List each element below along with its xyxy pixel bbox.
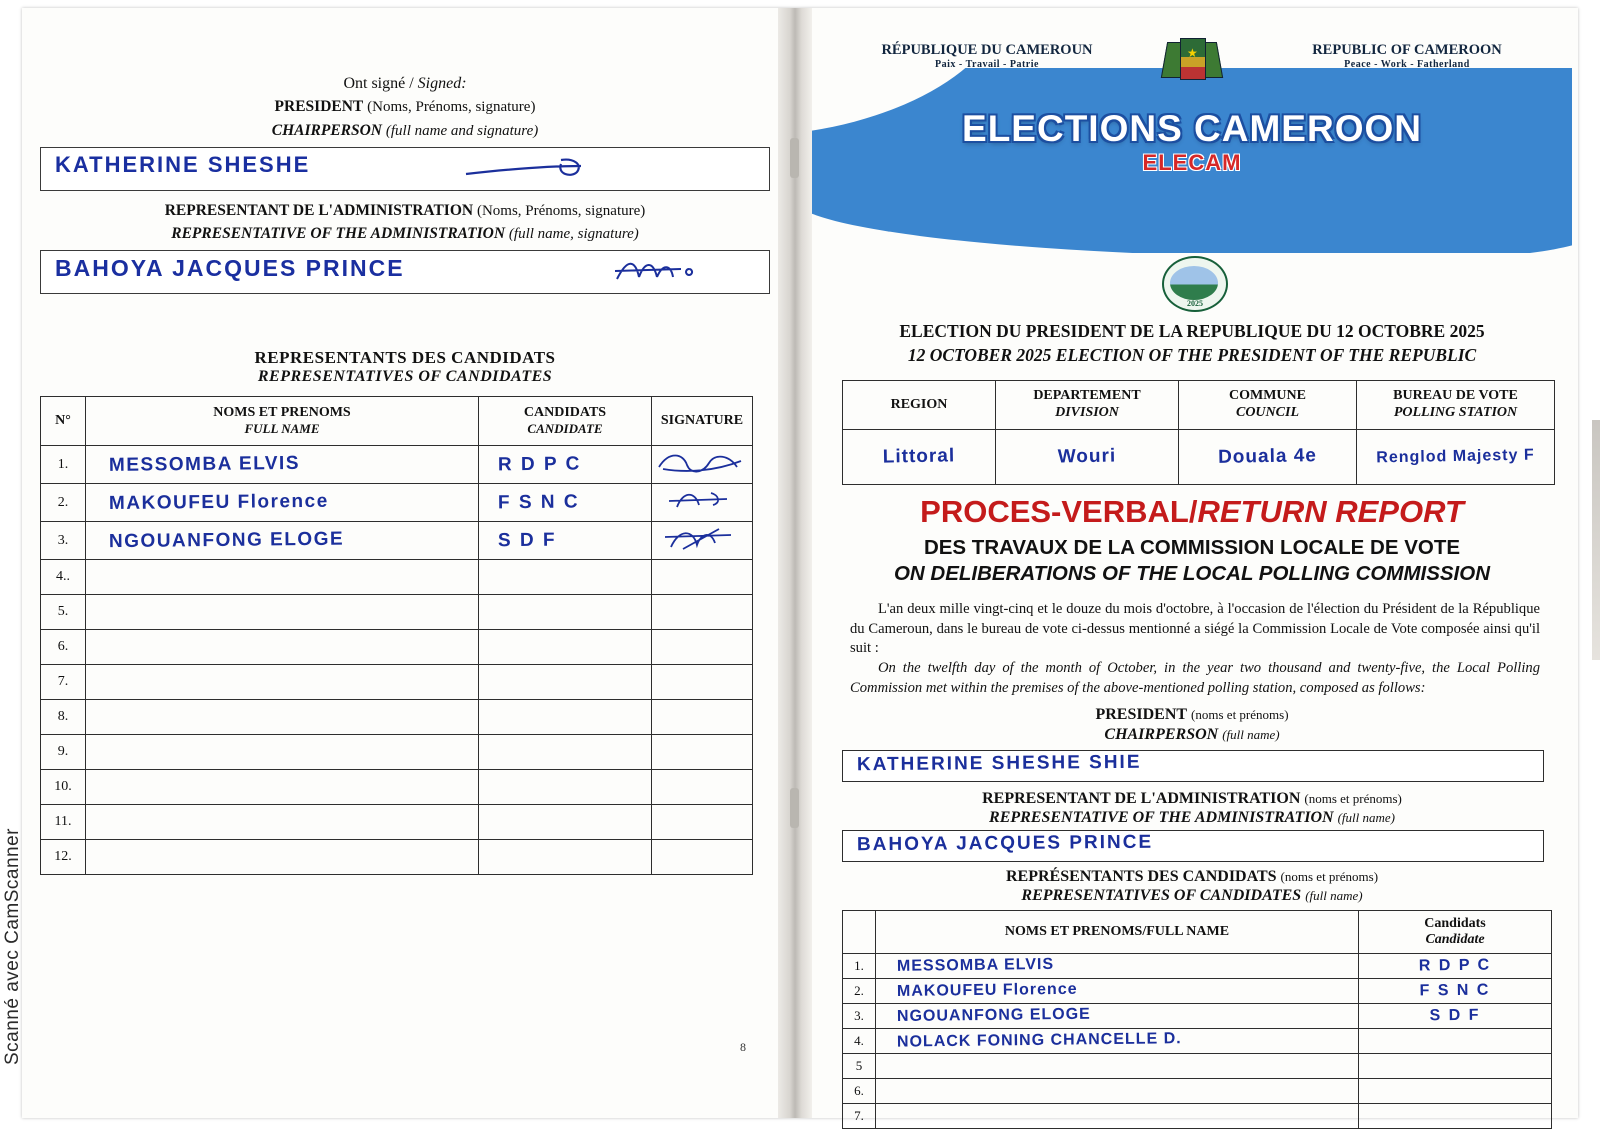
row-number: 4. bbox=[843, 1029, 876, 1054]
row-number: 2. bbox=[41, 484, 86, 522]
pv-title-en: RETURN REPORT bbox=[1197, 494, 1464, 529]
elecam-abbr: ELECAM bbox=[1142, 150, 1242, 175]
elecam-seal-icon bbox=[1162, 256, 1228, 312]
cands-header-candidate bbox=[1359, 911, 1552, 954]
location-value-row[interactable] bbox=[843, 430, 1555, 485]
row-name: NGOUANFONG ELOGE bbox=[108, 528, 345, 552]
row-name-cell[interactable] bbox=[876, 1004, 1359, 1029]
camscanner-watermark: Scanné avec CamScanner bbox=[2, 828, 23, 1066]
header-candidate-fr: CANDIDATS bbox=[523, 405, 607, 421]
row-name: MAKOUFEU Florence bbox=[108, 490, 329, 514]
left-page bbox=[40, 20, 770, 1110]
header-council-en: COUNCIL bbox=[1235, 405, 1299, 420]
row-number: 9. bbox=[41, 735, 86, 770]
admin-label-right-fr-note: (noms et prénoms) bbox=[1304, 791, 1402, 806]
reps-title-fr: REPRESENTANTS DES CANDIDATS bbox=[254, 348, 556, 367]
row-candidate-cell[interactable] bbox=[479, 630, 652, 665]
header-polling-station-en: POLLING STATION bbox=[1393, 405, 1518, 420]
row-name-cell[interactable] bbox=[86, 630, 479, 665]
reps-label-right-fr: REPRÉSENTANTS DES CANDIDATS bbox=[1005, 868, 1277, 885]
row-candidate: F S N C bbox=[1419, 981, 1491, 1000]
row-number: 10. bbox=[41, 770, 86, 805]
header-division-fr: DEPARTEMENT bbox=[1033, 388, 1141, 404]
table-row[interactable] bbox=[41, 484, 753, 522]
row-candidate-cell[interactable] bbox=[479, 665, 652, 700]
candidates-representatives-table bbox=[842, 910, 1552, 1129]
admin-label-en-note: (full name, signature) bbox=[508, 226, 639, 243]
preamble-en: On the twelfth day of the month of October, in the year two thousand and twenty-five, the Local Polling Commission met within the premises of the above-mentioned polling station, composed as follows: bbox=[850, 660, 1540, 696]
binder-clip bbox=[790, 788, 799, 828]
coat-star-icon: ★ bbox=[1187, 46, 1198, 60]
row-number: 7. bbox=[843, 1104, 876, 1129]
row-name: MAKOUFEU Florence bbox=[896, 980, 1078, 1000]
chairperson-label-right bbox=[812, 726, 1572, 744]
row-name-cell[interactable] bbox=[86, 735, 479, 770]
row-candidate-cell[interactable] bbox=[479, 522, 652, 560]
header-candidate bbox=[479, 397, 652, 446]
admin-label bbox=[40, 201, 770, 221]
row-candidate-cell[interactable] bbox=[1359, 1079, 1552, 1104]
header-fullname-fr: NOMS ET PRENOMS bbox=[213, 405, 351, 421]
admin-label-en: REPRESENTATIVE OF THE ADMINISTRATION bbox=[171, 225, 506, 243]
header-polling-station bbox=[1357, 381, 1555, 430]
row-name: NGOUANFONG ELOGE bbox=[896, 1005, 1091, 1026]
preamble-paragraph bbox=[850, 600, 1540, 698]
header-polling-station-fr: BUREAU DE VOTE bbox=[1393, 388, 1518, 404]
row-name-cell[interactable] bbox=[876, 1079, 1359, 1104]
row-candidate: F S N C bbox=[497, 490, 580, 513]
election-title-en: 12 OCTOBER 2025 ELECTION OF THE PRESIDENT OF THE REPUBLIC bbox=[907, 344, 1477, 365]
seal-year: 2025 bbox=[1187, 299, 1203, 308]
admin-label-fr-note: (Noms, Prénoms, signature) bbox=[476, 202, 646, 219]
pv-title-fr: PROCES-VERBAL/ bbox=[920, 494, 1198, 529]
row-candidate-cell[interactable] bbox=[1359, 1054, 1552, 1079]
header-region-fr: REGION bbox=[890, 396, 948, 412]
preamble-fr: L'an deux mille vingt-cinq et le douze du mois d'octobre, à l'occasion de l'élection du Président de la République du Cameroun, dans le bureau de vote ci-dessus mentionné a siégé la Commission Locale de Vote composée ainsi qu'il suit : bbox=[850, 601, 1540, 657]
president-label-fr-note: (Noms, Prénoms, signature) bbox=[367, 99, 536, 115]
reps-label-right-en-note: (full name) bbox=[1305, 888, 1363, 903]
row-candidate-cell[interactable] bbox=[479, 840, 652, 875]
row-candidate-cell[interactable] bbox=[479, 700, 652, 735]
table-row[interactable] bbox=[843, 1104, 1552, 1129]
president-name-field[interactable] bbox=[842, 750, 1544, 782]
seal-inner bbox=[1170, 266, 1218, 300]
row-candidate-cell[interactable] bbox=[479, 560, 652, 595]
row-candidate-cell[interactable] bbox=[1359, 1029, 1552, 1054]
president-name-value: KATHERINE SHESHE SHIE bbox=[856, 751, 1142, 776]
row-name-cell[interactable] bbox=[86, 665, 479, 700]
row-name-cell[interactable] bbox=[876, 1054, 1359, 1079]
admin-label-fr: REPRESENTANT DE L'ADMINISTRATION bbox=[164, 201, 474, 219]
row-number: 5 bbox=[843, 1054, 876, 1079]
signature-scribble-icon bbox=[653, 447, 749, 477]
reps-title-en: REPRESENTATIVES OF CANDIDATES bbox=[257, 368, 553, 385]
row-signature-cell[interactable] bbox=[652, 770, 753, 805]
table-header-row bbox=[41, 397, 753, 446]
chairperson-label-right-en-note: (full name) bbox=[1222, 727, 1280, 742]
motto-fr-text: Paix - Travail - Patrie bbox=[935, 59, 1039, 71]
header-division bbox=[996, 381, 1179, 430]
admin-name-value: BAHOYA JACQUES PRINCE bbox=[856, 831, 1154, 856]
table-row[interactable] bbox=[41, 522, 753, 560]
admin-label-en-row bbox=[40, 224, 770, 244]
signed-heading-en: Signed: bbox=[417, 75, 467, 92]
row-name-cell[interactable] bbox=[86, 770, 479, 805]
header-division-en: DIVISION bbox=[1055, 405, 1119, 420]
row-candidate-cell[interactable] bbox=[479, 484, 652, 522]
president-signature-field[interactable] bbox=[40, 147, 770, 191]
reps-section-title bbox=[40, 348, 770, 386]
row-number: 1. bbox=[843, 954, 876, 979]
row-signature-cell[interactable] bbox=[652, 700, 753, 735]
president-label-fr: PRESIDENT bbox=[274, 98, 364, 115]
row-candidate-cell[interactable] bbox=[1359, 1004, 1552, 1029]
row-candidate-cell[interactable] bbox=[1359, 954, 1552, 979]
row-number: 1. bbox=[41, 446, 86, 484]
cands-header-name: NOMS ET PRENOMS/FULL NAME bbox=[876, 911, 1359, 954]
table-row[interactable] bbox=[41, 665, 753, 700]
row-signature-cell[interactable] bbox=[652, 840, 753, 875]
row-candidate-cell[interactable] bbox=[479, 595, 652, 630]
table-row[interactable] bbox=[843, 1029, 1552, 1054]
admin-label-right-en-row bbox=[812, 809, 1572, 827]
binder-clip bbox=[790, 138, 799, 178]
pv-subtitle-en: ON DELIBERATIONS OF THE LOCAL POLLING COMMISSION bbox=[893, 562, 1491, 585]
right-page bbox=[812, 20, 1572, 1123]
chairperson-label bbox=[40, 121, 770, 141]
header-council bbox=[1179, 381, 1357, 430]
row-candidate: S D F bbox=[497, 529, 557, 551]
cands-header-num bbox=[843, 911, 876, 954]
table-row[interactable] bbox=[41, 630, 753, 665]
president-handwritten-value: KATHERINE SHESHE bbox=[55, 151, 311, 177]
row-candidate-cell[interactable] bbox=[479, 735, 652, 770]
row-number: 11. bbox=[41, 805, 86, 840]
row-number: 6. bbox=[41, 630, 86, 665]
council-value: Douala 4e bbox=[1217, 445, 1318, 468]
row-name-cell[interactable] bbox=[86, 446, 479, 484]
row-candidate: R D P C bbox=[497, 452, 582, 475]
region-value: Littoral bbox=[882, 445, 956, 468]
row-number: 12. bbox=[41, 840, 86, 875]
president-label-right-fr-note: (noms et prénoms) bbox=[1191, 707, 1289, 722]
scan-edge-artifact bbox=[1592, 420, 1600, 660]
row-name: NOLACK FONING CHANCELLE D. bbox=[896, 1030, 1182, 1051]
row-candidate-cell[interactable] bbox=[1359, 979, 1552, 1004]
table-row[interactable] bbox=[843, 954, 1552, 979]
row-candidate-cell[interactable] bbox=[479, 805, 652, 840]
republic-en bbox=[1292, 42, 1522, 71]
row-number: 2. bbox=[843, 979, 876, 1004]
row-signature-cell[interactable] bbox=[652, 630, 753, 665]
cands-header-candidate-en: Candidate bbox=[1425, 932, 1485, 947]
row-name-cell[interactable] bbox=[876, 954, 1359, 979]
row-name: MESSOMBA ELVIS bbox=[896, 955, 1055, 975]
return-report-title bbox=[812, 494, 1572, 530]
row-signature-cell[interactable] bbox=[652, 484, 753, 522]
president-label bbox=[40, 97, 770, 117]
admin-handwritten-value: BAHOYA JACQUES PRINCE bbox=[55, 255, 405, 281]
row-number: 6. bbox=[843, 1079, 876, 1104]
table-row[interactable] bbox=[843, 1054, 1552, 1079]
republic-fr bbox=[872, 42, 1102, 71]
chairperson-label-en-note: (full name and signature) bbox=[385, 122, 539, 139]
division-cell[interactable] bbox=[996, 430, 1179, 485]
row-name-cell[interactable] bbox=[876, 1104, 1359, 1129]
admin-signature-field[interactable] bbox=[40, 250, 770, 294]
row-name-cell[interactable] bbox=[876, 979, 1359, 1004]
header-fullname-en: FULL NAME bbox=[244, 420, 320, 436]
signature-scribble-icon bbox=[653, 485, 749, 515]
row-candidate bbox=[1360, 1090, 1550, 1092]
row-number: 4.. bbox=[41, 560, 86, 595]
table-row[interactable] bbox=[41, 595, 753, 630]
row-candidate bbox=[1360, 1065, 1550, 1067]
council-cell[interactable] bbox=[1179, 430, 1357, 485]
row-number: 7. bbox=[41, 665, 86, 700]
table-row[interactable] bbox=[41, 770, 753, 805]
row-number: 3. bbox=[41, 522, 86, 560]
row-name-cell[interactable] bbox=[876, 1029, 1359, 1054]
region-cell[interactable] bbox=[843, 430, 996, 485]
pv-subtitle-fr: DES TRAVAUX DE LA COMMISSION LOCALE DE VOTE bbox=[923, 536, 1461, 559]
row-number: 3. bbox=[843, 1004, 876, 1029]
row-signature-cell[interactable] bbox=[652, 665, 753, 700]
row-candidate: R D P C bbox=[1418, 956, 1492, 975]
row-signature-cell[interactable] bbox=[652, 805, 753, 840]
row-signature-cell[interactable] bbox=[652, 446, 753, 484]
table-row[interactable] bbox=[41, 446, 753, 484]
row-candidate: S D F bbox=[1429, 1006, 1481, 1025]
table-row[interactable] bbox=[41, 840, 753, 875]
header-signature: SIGNATURE bbox=[652, 397, 753, 446]
admin-label-right-en: REPRESENTATIVE OF THE ADMINISTRATION bbox=[989, 809, 1334, 826]
republic-fr-text: RÉPUBLIQUE DU CAMEROUN bbox=[881, 42, 1093, 58]
row-candidate-cell[interactable] bbox=[1359, 1104, 1552, 1129]
header-region bbox=[843, 381, 996, 430]
row-name: MESSOMBA ELVIS bbox=[108, 452, 301, 476]
row-name-cell[interactable] bbox=[86, 484, 479, 522]
cands-header-row bbox=[843, 911, 1552, 954]
cands-header-candidate-fr: Candidats bbox=[1424, 915, 1486, 931]
reps-label-right-fr-note: (noms et prénoms) bbox=[1280, 869, 1379, 884]
representatives-table bbox=[40, 396, 753, 875]
table-row[interactable] bbox=[41, 735, 753, 770]
elecam-title: ELECTIONS CAMEROON bbox=[962, 108, 1422, 149]
header-num: N° bbox=[41, 397, 86, 446]
row-name-cell[interactable] bbox=[86, 595, 479, 630]
election-title-fr: ELECTION DU PRESIDENT DE LA REPUBLIQUE DU 12 OCTOBRE 2025 bbox=[899, 321, 1485, 341]
row-name-cell[interactable] bbox=[86, 700, 479, 735]
signature-scribble-icon bbox=[653, 523, 749, 553]
president-signature-mark bbox=[461, 152, 621, 186]
row-candidate-cell[interactable] bbox=[479, 770, 652, 805]
location-table bbox=[842, 380, 1555, 485]
table-row[interactable] bbox=[843, 979, 1552, 1004]
row-name-cell[interactable] bbox=[86, 522, 479, 560]
header-council-fr: COMMUNE bbox=[1229, 388, 1306, 404]
president-label-right bbox=[812, 706, 1572, 724]
row-signature-cell[interactable] bbox=[652, 522, 753, 560]
admin-label-right bbox=[812, 790, 1572, 808]
row-name-cell[interactable] bbox=[86, 840, 479, 875]
row-signature-cell[interactable] bbox=[652, 735, 753, 770]
chairperson-label-en: CHAIRPERSON bbox=[271, 121, 383, 139]
row-candidate bbox=[1360, 1040, 1550, 1042]
polling-station-value: Renglod Majesty F bbox=[1376, 446, 1535, 466]
row-name-cell[interactable] bbox=[86, 805, 479, 840]
row-signature-cell[interactable] bbox=[652, 595, 753, 630]
row-candidate bbox=[1360, 1115, 1550, 1117]
chairperson-label-right-en: CHAIRPERSON bbox=[1104, 726, 1219, 743]
table-row[interactable] bbox=[843, 1079, 1552, 1104]
table-row[interactable] bbox=[41, 560, 753, 595]
division-value: Wouri bbox=[1057, 445, 1117, 468]
reps-label-right-en: REPRESENTATIVES OF CANDIDATES bbox=[1021, 887, 1302, 904]
table-row[interactable] bbox=[41, 805, 753, 840]
admin-name-field[interactable] bbox=[842, 830, 1544, 862]
header-fullname bbox=[86, 397, 479, 446]
coat-of-arms-icon bbox=[1160, 28, 1224, 90]
page-number: 8 bbox=[740, 1040, 746, 1054]
motto-en-text: Peace - Work - Fatherland bbox=[1344, 59, 1470, 71]
reps-label-right bbox=[812, 868, 1572, 886]
admin-signature-mark bbox=[611, 253, 721, 291]
page-gutter bbox=[778, 8, 812, 1118]
row-name-cell[interactable] bbox=[86, 560, 479, 595]
location-header-row bbox=[843, 381, 1555, 430]
signed-heading bbox=[40, 75, 770, 93]
row-number: 5. bbox=[41, 595, 86, 630]
row-candidate-cell[interactable] bbox=[479, 446, 652, 484]
president-label-right-fr: PRESIDENT bbox=[1095, 706, 1188, 723]
election-title bbox=[842, 320, 1542, 367]
table-row[interactable] bbox=[41, 700, 753, 735]
reps-label-right-en-row bbox=[812, 887, 1572, 905]
admin-label-right-fr: REPRESENTANT DE L'ADMINISTRATION bbox=[982, 790, 1301, 807]
polling-station-cell[interactable] bbox=[1357, 430, 1555, 485]
table-row[interactable] bbox=[843, 1004, 1552, 1029]
admin-label-right-en-note: (full name) bbox=[1337, 810, 1395, 825]
header-candidate-en: CANDIDATE bbox=[527, 420, 603, 436]
row-signature-cell[interactable] bbox=[652, 560, 753, 595]
signed-heading-fr: Ont signé / bbox=[343, 75, 414, 92]
row-number: 8. bbox=[41, 700, 86, 735]
republic-en-text: REPUBLIC OF CAMEROON bbox=[1312, 42, 1502, 58]
